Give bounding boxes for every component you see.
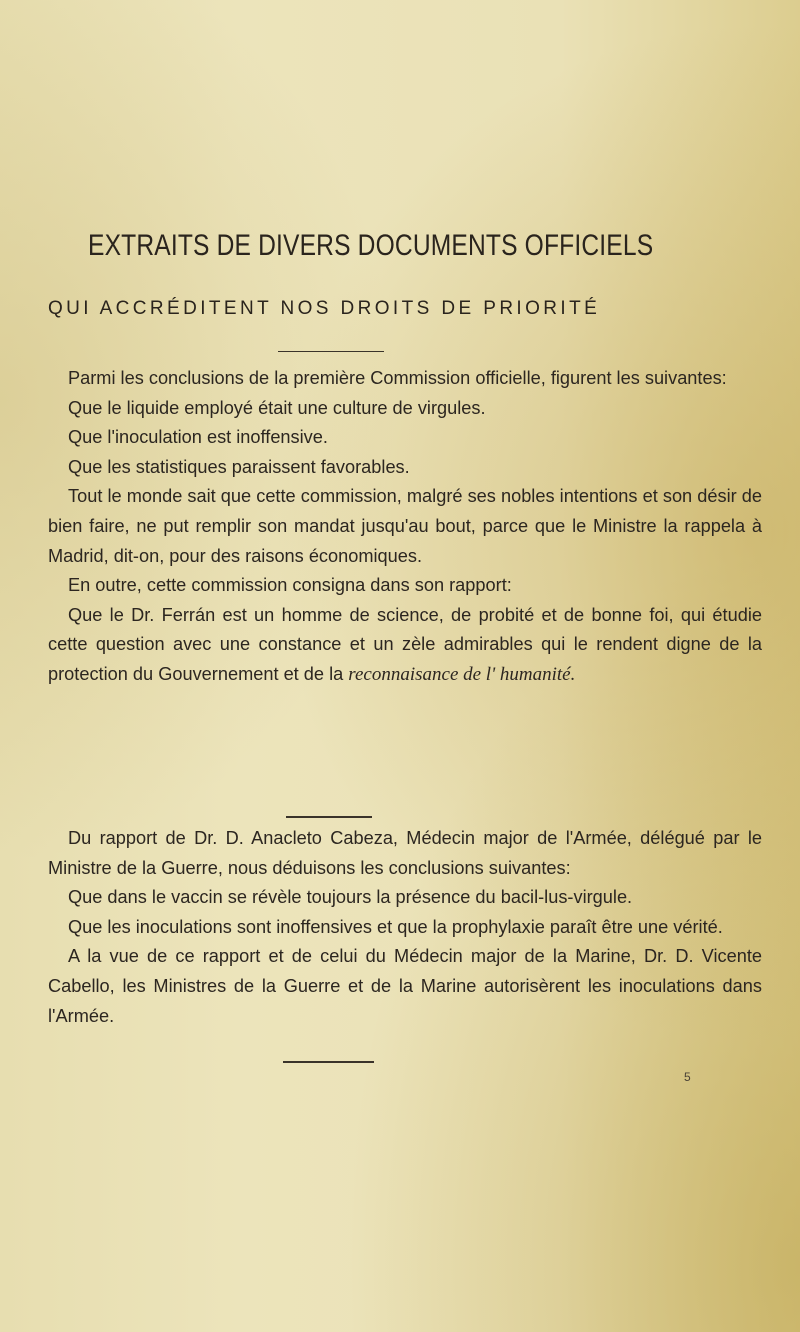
closing-divider [283, 1061, 374, 1063]
section-cabeza-report [48, 824, 762, 1031]
page-title: EXTRAITS DE DIVERS DOCUMENTS OFFICIELS [88, 229, 654, 262]
paragraph: Parmi les conclusions de la première Commission officielle, figurent les suivantes: [68, 368, 727, 388]
paragraph: Du rapport de Dr. D. Anacleto Cabeza, Médecin major de l'Armée, délégué par le Ministre de la Guerre, nous déduisons les conclusions suivantes: [48, 828, 762, 878]
paragraph: Que les statistiques paraissent favorables. [68, 456, 410, 477]
paragraph: Que l'inoculation est inoffensive. [68, 427, 328, 448]
page-subtitle: QUI ACCRÉDITENT NOS DROITS DE PRIORITÉ [48, 298, 601, 319]
paragraph: Que dans le vaccin se révèle toujours la présence du bacil-lus-virgule. [68, 887, 633, 908]
title-divider [278, 351, 384, 352]
section-divider [286, 816, 372, 818]
paragraph [48, 601, 762, 690]
paragraph-text: Que le Dr. Ferrán est un homme de science, de probité et de bonne foi, qui étudie cette question avec une constance et un zèle admirables qui le rendent digne de la protection du Gouvernement et de la [48, 604, 762, 684]
paragraph: A la vue de ce rapport et de celui du Médecin major de la Marine, Dr. D. Vicente Cabello, les Ministres de la Guerre et de la Marine autorisèrent les inoculations dans l'Armée. [48, 946, 762, 1026]
section-first-commission [48, 364, 762, 690]
paragraph: Que les inoculations sont inoffensives et que la prophylaxie paraît être une vérité. [68, 916, 723, 937]
page-number: 5 [684, 1070, 691, 1084]
paragraph: Tout le monde sait que cette commission, malgré ses nobles intentions et son désir de bien faire, ne put remplir son mandat jusqu'au bout, parce que le Ministre la rappela à Madrid, dit-on, pour des raisons économiques. [48, 486, 762, 566]
italic-phrase: reconnaisance de l' humanité. [348, 663, 576, 685]
paragraph: En outre, cette commission consigna dans son rapport: [68, 575, 512, 596]
paragraph: Que le liquide employé était une culture de virgules. [68, 397, 486, 418]
